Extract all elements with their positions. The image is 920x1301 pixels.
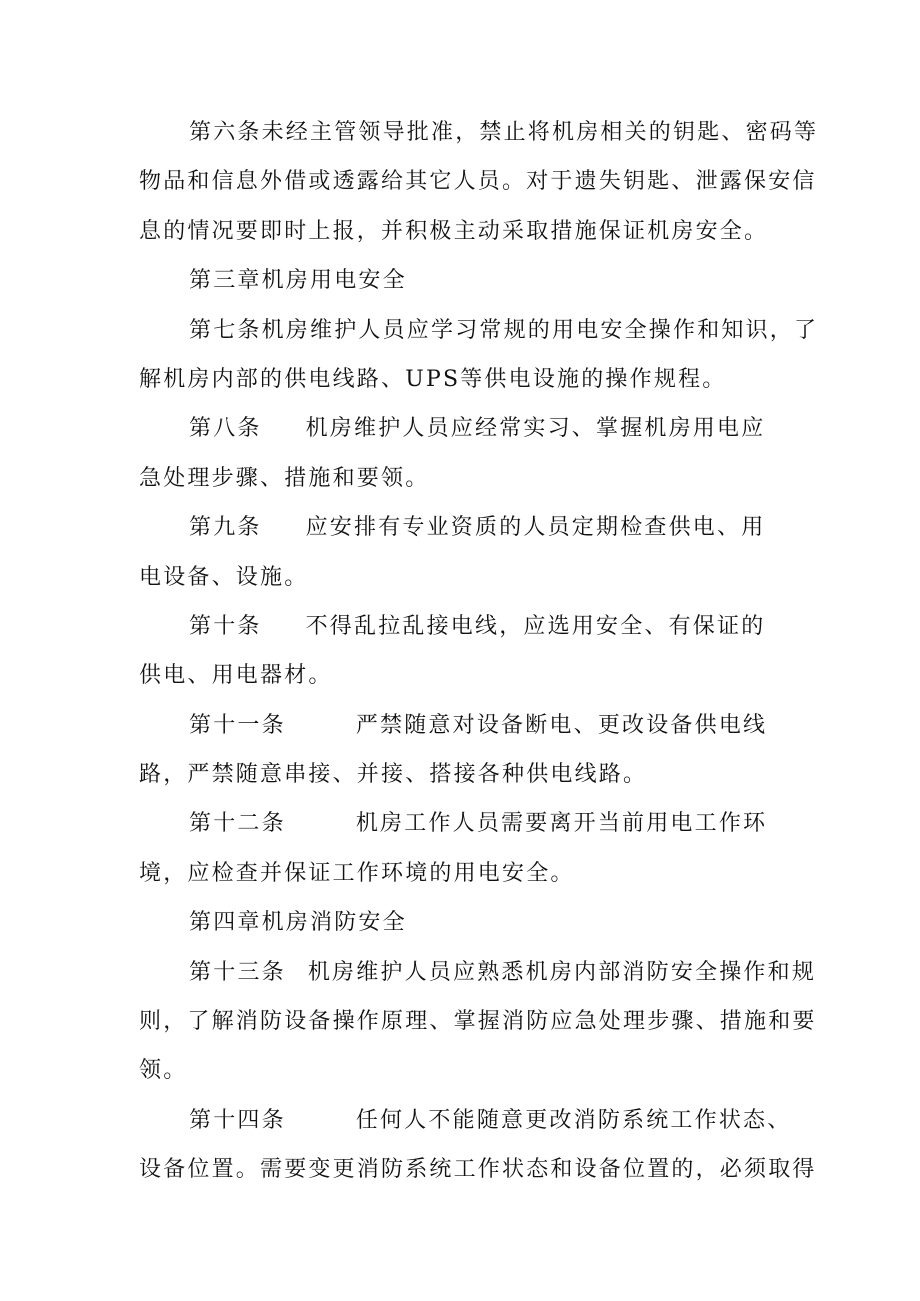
paragraph-line xyxy=(139,1046,799,1095)
line-text: 供电、用电器材。 xyxy=(139,663,333,689)
line-text: 第三章机房用电安全 xyxy=(189,268,407,294)
line-text: 严禁随意对设备断电、更改设备供电线 xyxy=(355,712,768,738)
paragraph-line xyxy=(139,207,799,256)
line-text: 境，应检查并保证工作环境的用电安全。 xyxy=(139,860,575,886)
chapter-heading xyxy=(139,256,799,305)
paragraph-line xyxy=(139,651,799,700)
line-text: 机房维护人员应经常实习、掌握机房用电应 xyxy=(305,416,766,442)
line-text: 急处理步骤、措施和要领。 xyxy=(139,465,430,491)
article-label: 第十条 xyxy=(189,613,262,639)
line-text: 第七条机房维护人员应学习常规的用电安全操作和知识，了 xyxy=(189,317,819,343)
paragraph-line xyxy=(139,306,819,355)
line-text: 解机房内部的供电线路、UPS等供电设施的操作规程。 xyxy=(139,366,727,392)
line-text: 任何人不能随意更改消防系统工作状态、 xyxy=(355,1107,792,1133)
article-label: 第十四条 xyxy=(189,1107,286,1133)
article-line xyxy=(139,404,799,453)
paragraph-line xyxy=(139,997,817,1046)
line-text: 第六条未经主管领导批准，禁止将机房相关的钥匙、密码等 xyxy=(189,120,819,145)
article-line xyxy=(139,602,799,651)
line-text: 则，了解消防设备操作原理、掌握消防应急处理步骤、措施和要 xyxy=(139,1009,817,1035)
line-text: 息的情况要即时上报，并积极主动采取措施保证机房安全。 xyxy=(139,218,769,244)
paragraph-line xyxy=(139,750,799,799)
line-text: 第四章机房消防安全 xyxy=(189,910,407,936)
article-line xyxy=(139,701,799,750)
article-label: 第八条 xyxy=(189,416,262,442)
line-text: 领。 xyxy=(139,1058,188,1084)
article-line xyxy=(139,1096,799,1145)
article-label: 第九条 xyxy=(189,515,262,541)
line-text: 设备位置。需要变更消防系统工作状态和设备位置的，必须取得 xyxy=(139,1157,817,1183)
article-line xyxy=(139,799,799,848)
line-text: 应安排有专业资质的人员定期检查供电、用 xyxy=(305,515,766,541)
line-text: 路，严禁随意串接、并接、搭接各种供电线路。 xyxy=(139,762,648,788)
paragraph-line xyxy=(139,108,819,157)
line-text: 物品和信息外借或透露给其它人员。对于遗失钥匙、泄露保安信 xyxy=(139,169,817,195)
paragraph-line xyxy=(139,553,799,602)
article-label: 第十二条 xyxy=(189,811,286,837)
line-text: 不得乱拉乱接电线，应选用安全、有保证的 xyxy=(305,613,766,639)
paragraph-line xyxy=(139,849,799,898)
article-label: 第十三条 xyxy=(189,959,286,985)
line-text: 机房维护人员应熟悉机房内部消防安全操作和规 xyxy=(307,959,817,985)
document-body xyxy=(139,108,819,1195)
paragraph-line xyxy=(139,1145,817,1194)
paragraph-line xyxy=(139,454,799,503)
line-text: 机房工作人员需要离开当前用电工作环 xyxy=(355,811,768,837)
chapter-heading xyxy=(139,898,799,947)
article-line xyxy=(139,948,817,997)
line-text: 电设备、设施。 xyxy=(139,564,309,590)
article-label: 第十一条 xyxy=(189,712,286,738)
paragraph-line xyxy=(139,355,799,404)
article-line xyxy=(139,503,799,552)
paragraph-line xyxy=(139,157,817,206)
